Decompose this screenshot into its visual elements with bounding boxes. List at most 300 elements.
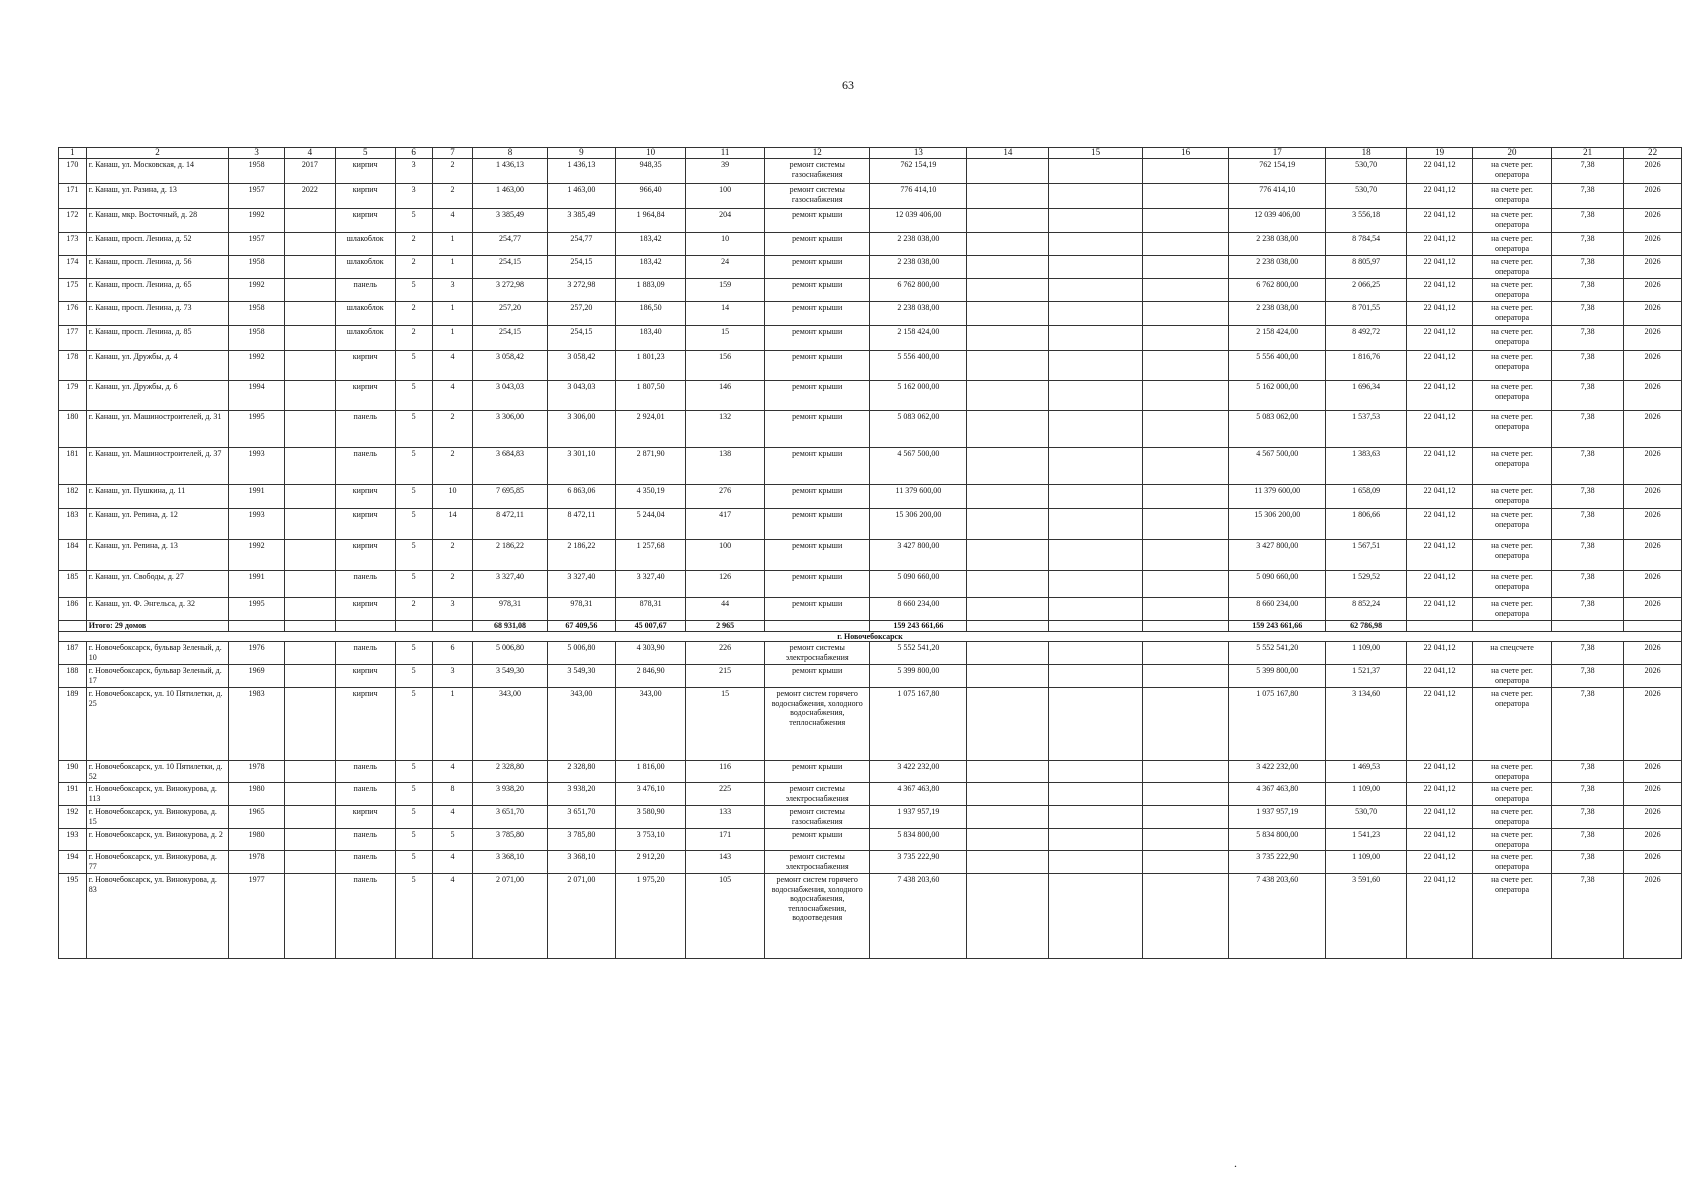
cell-planned-year: 2026 <box>1624 159 1682 184</box>
cell-year-renovated <box>284 851 335 874</box>
cell-col-15 <box>1049 509 1143 540</box>
cell-col-16 <box>1143 302 1229 326</box>
cell-address: г. Канаш, ул. Разина, д. 13 <box>86 184 229 209</box>
cell-funding-account: на счете рег. оператора <box>1473 184 1552 209</box>
cell-floors: 5 <box>395 642 432 665</box>
cell-year-built: 1992 <box>229 540 284 571</box>
cell-funding-account: на счете рег. оператора <box>1473 256 1552 279</box>
cell-col-16 <box>1143 326 1229 351</box>
cell-col-16 <box>1143 598 1229 621</box>
cell-cost-total: 5 552 541,20 <box>870 642 967 665</box>
cell-work-type: ремонт крыши <box>765 448 870 485</box>
column-number-18: 18 <box>1326 148 1407 159</box>
cell-work-type: ремонт систем горячего водоснабжения, холодного водоснабжения, теплоснабжения <box>765 688 870 761</box>
cell-col-15 <box>1049 485 1143 509</box>
cell-cost-repeat: 2 238 038,00 <box>1229 256 1326 279</box>
cell-entrances: 6 <box>432 642 472 665</box>
cell-row-number: 185 <box>59 571 87 598</box>
cell-year-built: 1993 <box>229 509 284 540</box>
column-number-20: 20 <box>1473 148 1552 159</box>
cell-empty <box>967 621 1049 632</box>
cell-area-residential: 878,31 <box>615 598 685 621</box>
table-row <box>59 256 1682 279</box>
cell-col-14 <box>967 326 1049 351</box>
cell-address: г. Канаш, ул. Машиностроителей, д. 37 <box>86 448 229 485</box>
cell-year-renovated <box>284 233 335 256</box>
cell-entrances: 2 <box>432 448 472 485</box>
cell-contribution-rate: 7,38 <box>1551 326 1623 351</box>
cell-col-15 <box>1049 411 1143 448</box>
cell-contribution-rate: 7,38 <box>1551 509 1623 540</box>
cell-total-area-residential: 45 007,67 <box>615 621 685 632</box>
cell-col-16 <box>1143 485 1229 509</box>
cell-entrances: 1 <box>432 688 472 761</box>
cell-col-16 <box>1143 233 1229 256</box>
cell-residents: 138 <box>686 448 765 485</box>
column-number-16: 16 <box>1143 148 1229 159</box>
cell-total-area: 68 931,08 <box>473 621 548 632</box>
cell-funding-account: на счете рег. оператора <box>1473 411 1552 448</box>
cell-total-area: 3 043,03 <box>473 381 548 411</box>
cell-area-dwellings: 3 043,03 <box>547 381 615 411</box>
cell-limit-cost: 22 041,12 <box>1407 688 1473 761</box>
cell-total-area: 3 327,40 <box>473 571 548 598</box>
cell-total-cost: 159 243 661,66 <box>870 621 967 632</box>
cell-address: г. Новочебоксарск, бульвар Зеленый, д. 10 <box>86 642 229 665</box>
cell-residents: 143 <box>686 851 765 874</box>
cell-col-14 <box>967 851 1049 874</box>
cell-planned-year: 2026 <box>1624 761 1682 783</box>
cell-address: г. Канаш, просп. Ленина, д. 56 <box>86 256 229 279</box>
cell-funding-account: на спецсчете <box>1473 642 1552 665</box>
cell-total-empty <box>59 621 87 632</box>
cell-cost-repeat: 5 090 660,00 <box>1229 571 1326 598</box>
cell-area-dwellings: 3 272,98 <box>547 279 615 302</box>
cell-contribution-rate: 7,38 <box>1551 351 1623 381</box>
cell-col-16 <box>1143 829 1229 851</box>
cell-contribution-rate: 7,38 <box>1551 381 1623 411</box>
register-table <box>58 147 1682 959</box>
cell-cost-repeat: 1 937 957,19 <box>1229 806 1326 829</box>
cell-empty <box>765 621 870 632</box>
cell-funding-account: на счете рег. оператора <box>1473 688 1552 761</box>
cell-total-area: 3 549,30 <box>473 665 548 688</box>
cell-col-15 <box>1049 209 1143 233</box>
cell-limit-cost: 22 041,12 <box>1407 159 1473 184</box>
cell-col-16 <box>1143 448 1229 485</box>
cell-limit-cost: 22 041,12 <box>1407 381 1473 411</box>
cell-residents: 39 <box>686 159 765 184</box>
cell-residents: 146 <box>686 381 765 411</box>
cell-cost-total: 762 154,19 <box>870 159 967 184</box>
cell-work-type: ремонт крыши <box>765 665 870 688</box>
cell-floors: 5 <box>395 540 432 571</box>
cell-wall-material: шлакоблок <box>335 256 395 279</box>
cell-limit-cost: 22 041,12 <box>1407 851 1473 874</box>
cell-year-built: 1994 <box>229 381 284 411</box>
cell-wall-material: кирпич <box>335 665 395 688</box>
cell-col-15 <box>1049 571 1143 598</box>
cell-area-dwellings: 5 006,80 <box>547 642 615 665</box>
table-body <box>59 159 1682 959</box>
cell-year-renovated <box>284 540 335 571</box>
cell-entrances: 3 <box>432 665 472 688</box>
cell-contribution-rate: 7,38 <box>1551 279 1623 302</box>
cell-floors: 5 <box>395 279 432 302</box>
cell-total-area: 2 328,80 <box>473 761 548 783</box>
cell-col-14 <box>967 783 1049 806</box>
table-row <box>59 783 1682 806</box>
cell-col-14 <box>967 411 1049 448</box>
cell-empty <box>1049 621 1143 632</box>
cell-floors: 5 <box>395 806 432 829</box>
cell-planned-year: 2026 <box>1624 326 1682 351</box>
cell-floors: 2 <box>395 233 432 256</box>
cell-area-dwellings: 3 306,00 <box>547 411 615 448</box>
cell-work-type: ремонт крыши <box>765 411 870 448</box>
cell-year-built: 1978 <box>229 851 284 874</box>
cell-limit-cost: 22 041,12 <box>1407 184 1473 209</box>
cell-entrances: 4 <box>432 351 472 381</box>
cell-area-residential: 3 476,10 <box>615 783 685 806</box>
cell-funding-account: на счете рег. оператора <box>1473 279 1552 302</box>
cell-year-renovated <box>284 783 335 806</box>
cell-limit-cost: 22 041,12 <box>1407 598 1473 621</box>
cell-total-area: 7 695,85 <box>473 485 548 509</box>
cell-area-residential: 1 964,84 <box>615 209 685 233</box>
cell-cost-repeat: 11 379 600,00 <box>1229 485 1326 509</box>
table-row <box>59 642 1682 665</box>
cell-area-residential: 1 883,09 <box>615 279 685 302</box>
cell-col-16 <box>1143 783 1229 806</box>
cell-funding-account: на счете рег. оператора <box>1473 302 1552 326</box>
cell-planned-year: 2026 <box>1624 351 1682 381</box>
cell-area-dwellings: 2 071,00 <box>547 874 615 959</box>
cell-year-built: 1957 <box>229 184 284 209</box>
cell-floors: 5 <box>395 783 432 806</box>
table-row <box>59 302 1682 326</box>
cell-cost-per-sqm: 3 591,60 <box>1326 874 1407 959</box>
cell-planned-year: 2026 <box>1624 851 1682 874</box>
cell-entrances: 2 <box>432 540 472 571</box>
cell-residents: 100 <box>686 540 765 571</box>
cell-cost-total: 3 427 800,00 <box>870 540 967 571</box>
column-number-1: 1 <box>59 148 87 159</box>
cell-floors: 5 <box>395 829 432 851</box>
cell-col-16 <box>1143 642 1229 665</box>
cell-col-15 <box>1049 448 1143 485</box>
cell-contribution-rate: 7,38 <box>1551 540 1623 571</box>
cell-year-renovated <box>284 326 335 351</box>
cell-wall-material: шлакоблок <box>335 302 395 326</box>
cell-row-number: 190 <box>59 761 87 783</box>
cell-year-built: 1992 <box>229 209 284 233</box>
cell-address: г. Канаш, ул. Дружбы, д. 6 <box>86 381 229 411</box>
cell-cost-per-sqm: 1 109,00 <box>1326 642 1407 665</box>
cell-empty <box>395 621 432 632</box>
cell-year-built: 1995 <box>229 598 284 621</box>
cell-planned-year: 2026 <box>1624 411 1682 448</box>
cell-year-renovated <box>284 665 335 688</box>
cell-col-14 <box>967 829 1049 851</box>
cell-cost-per-sqm: 2 066,25 <box>1326 279 1407 302</box>
cell-col-14 <box>967 485 1049 509</box>
cell-year-renovated <box>284 381 335 411</box>
cell-row-number: 172 <box>59 209 87 233</box>
cell-col-14 <box>967 159 1049 184</box>
cell-limit-cost: 22 041,12 <box>1407 233 1473 256</box>
cell-year-renovated <box>284 509 335 540</box>
cell-cost-per-sqm: 530,70 <box>1326 159 1407 184</box>
cell-year-renovated <box>284 485 335 509</box>
cell-work-type: ремонт крыши <box>765 351 870 381</box>
cell-col-15 <box>1049 761 1143 783</box>
page-number: 63 <box>842 78 854 92</box>
cell-wall-material: панель <box>335 761 395 783</box>
cell-col-14 <box>967 209 1049 233</box>
cell-total-area: 3 272,98 <box>473 279 548 302</box>
cell-year-built: 1957 <box>229 233 284 256</box>
cell-funding-account: на счете рег. оператора <box>1473 540 1552 571</box>
cell-limit-cost: 22 041,12 <box>1407 351 1473 381</box>
cell-empty <box>1407 621 1473 632</box>
cell-residents: 10 <box>686 233 765 256</box>
cell-planned-year: 2026 <box>1624 806 1682 829</box>
cell-contribution-rate: 7,38 <box>1551 448 1623 485</box>
cell-col-16 <box>1143 279 1229 302</box>
cell-area-dwellings: 257,20 <box>547 302 615 326</box>
cell-funding-account: на счете рег. оператора <box>1473 381 1552 411</box>
cell-address: г. Новочебоксарск, ул. 10 Пятилетки, д. 25 <box>86 688 229 761</box>
cell-col-15 <box>1049 381 1143 411</box>
cell-cost-total: 11 379 600,00 <box>870 485 967 509</box>
cell-residents: 14 <box>686 302 765 326</box>
cell-work-type: ремонт крыши <box>765 209 870 233</box>
cell-year-renovated <box>284 874 335 959</box>
cell-cost-per-sqm: 1 529,52 <box>1326 571 1407 598</box>
cell-total-area: 3 785,80 <box>473 829 548 851</box>
cell-floors: 5 <box>395 665 432 688</box>
cell-year-renovated <box>284 351 335 381</box>
cell-contribution-rate: 7,38 <box>1551 571 1623 598</box>
table-row <box>59 874 1682 959</box>
cell-total-area: 1 436,13 <box>473 159 548 184</box>
cell-area-residential: 343,00 <box>615 688 685 761</box>
cell-col-14 <box>967 509 1049 540</box>
cell-residents: 100 <box>686 184 765 209</box>
cell-address: г. Канаш, просп. Ленина, д. 73 <box>86 302 229 326</box>
cell-planned-year: 2026 <box>1624 783 1682 806</box>
cell-col-16 <box>1143 761 1229 783</box>
cell-address: г. Новочебоксарск, ул. Винокурова, д. 83 <box>86 874 229 959</box>
cell-area-residential: 3 753,10 <box>615 829 685 851</box>
column-number-4: 4 <box>284 148 335 159</box>
cell-col-14 <box>967 688 1049 761</box>
cell-area-dwellings: 3 651,70 <box>547 806 615 829</box>
cell-work-type: ремонт системы газоснабжения <box>765 184 870 209</box>
cell-area-residential: 1 975,20 <box>615 874 685 959</box>
cell-cost-repeat: 5 162 000,00 <box>1229 381 1326 411</box>
cell-cost-total: 2 238 038,00 <box>870 233 967 256</box>
cell-planned-year: 2026 <box>1624 184 1682 209</box>
cell-contribution-rate: 7,38 <box>1551 485 1623 509</box>
cell-col-16 <box>1143 851 1229 874</box>
cell-row-number: 194 <box>59 851 87 874</box>
cell-floors: 5 <box>395 509 432 540</box>
cell-cost-per-sqm: 8 805,97 <box>1326 256 1407 279</box>
cell-cost-total: 2 158 424,00 <box>870 326 967 351</box>
cell-cost-repeat: 12 039 406,00 <box>1229 209 1326 233</box>
cell-cost-repeat: 5 552 541,20 <box>1229 642 1326 665</box>
cell-area-residential: 3 327,40 <box>615 571 685 598</box>
column-number-5: 5 <box>335 148 395 159</box>
column-number-8: 8 <box>473 148 548 159</box>
cell-row-number: 171 <box>59 184 87 209</box>
cell-address: г. Канаш, просп. Ленина, д. 65 <box>86 279 229 302</box>
table-row <box>59 326 1682 351</box>
table-row <box>59 209 1682 233</box>
cell-col-14 <box>967 642 1049 665</box>
table-row <box>59 411 1682 448</box>
cell-work-type: ремонт крыши <box>765 829 870 851</box>
cell-funding-account: на счете рег. оператора <box>1473 806 1552 829</box>
cell-cost-total: 5 090 660,00 <box>870 571 967 598</box>
cell-entrances: 1 <box>432 326 472 351</box>
cell-limit-cost: 22 041,12 <box>1407 540 1473 571</box>
cell-floors: 2 <box>395 598 432 621</box>
cell-area-residential: 2 871,90 <box>615 448 685 485</box>
cell-cost-repeat: 5 556 400,00 <box>1229 351 1326 381</box>
cell-limit-cost: 22 041,12 <box>1407 783 1473 806</box>
cell-funding-account: на счете рег. оператора <box>1473 485 1552 509</box>
cell-row-number: 176 <box>59 302 87 326</box>
cell-year-renovated <box>284 256 335 279</box>
cell-col-16 <box>1143 256 1229 279</box>
cell-address: г. Канаш, ул. Ф. Энгельса, д. 32 <box>86 598 229 621</box>
cell-planned-year: 2026 <box>1624 874 1682 959</box>
cell-total-area: 5 006,80 <box>473 642 548 665</box>
cell-area-dwellings: 3 301,10 <box>547 448 615 485</box>
cell-residents: 171 <box>686 829 765 851</box>
cell-row-number: 188 <box>59 665 87 688</box>
cell-wall-material: панель <box>335 783 395 806</box>
column-number-12: 12 <box>765 148 870 159</box>
cell-entrances: 1 <box>432 302 472 326</box>
cell-row-number: 170 <box>59 159 87 184</box>
cell-col-14 <box>967 302 1049 326</box>
cell-residents: 132 <box>686 411 765 448</box>
cell-row-number: 180 <box>59 411 87 448</box>
cell-col-14 <box>967 540 1049 571</box>
cell-col-15 <box>1049 642 1143 665</box>
cell-address: г. Новочебоксарск, ул. Винокурова, д. 113 <box>86 783 229 806</box>
cell-col-16 <box>1143 381 1229 411</box>
cell-work-type: ремонт систем горячего водоснабжения, холодного водоснабжения, теплоснабжения, водоотведения <box>765 874 870 959</box>
cell-cost-repeat: 2 158 424,00 <box>1229 326 1326 351</box>
cell-cost-repeat: 762 154,19 <box>1229 159 1326 184</box>
cell-total-area: 8 472,11 <box>473 509 548 540</box>
cell-total-area: 3 385,49 <box>473 209 548 233</box>
table-row <box>59 688 1682 761</box>
cell-floors: 5 <box>395 209 432 233</box>
cell-row-number: 195 <box>59 874 87 959</box>
cell-wall-material: кирпич <box>335 381 395 411</box>
table-row <box>59 233 1682 256</box>
cell-contribution-rate: 7,38 <box>1551 184 1623 209</box>
cell-empty <box>1551 621 1623 632</box>
cell-entrances: 4 <box>432 851 472 874</box>
cell-col-14 <box>967 279 1049 302</box>
cell-address: г. Канаш, ул. Репина, д. 13 <box>86 540 229 571</box>
cell-col-15 <box>1049 302 1143 326</box>
table-row <box>59 485 1682 509</box>
cell-col-15 <box>1049 279 1143 302</box>
cell-funding-account: на счете рег. оператора <box>1473 571 1552 598</box>
cell-year-built: 1958 <box>229 326 284 351</box>
cell-cost-total: 2 238 038,00 <box>870 302 967 326</box>
cell-contribution-rate: 7,38 <box>1551 411 1623 448</box>
cell-wall-material: панель <box>335 411 395 448</box>
cell-planned-year: 2026 <box>1624 256 1682 279</box>
cell-limit-cost: 22 041,12 <box>1407 571 1473 598</box>
cell-work-type: ремонт крыши <box>765 761 870 783</box>
cell-area-dwellings: 1 463,00 <box>547 184 615 209</box>
cell-total-area: 3 306,00 <box>473 411 548 448</box>
cell-funding-account: на счете рег. оператора <box>1473 783 1552 806</box>
cell-address: г. Новочебоксарск, ул. Винокурова, д. 15 <box>86 806 229 829</box>
table-row <box>59 806 1682 829</box>
cell-total-area: 978,31 <box>473 598 548 621</box>
section-header-row <box>59 631 1682 642</box>
cell-work-type: ремонт крыши <box>765 279 870 302</box>
cell-area-residential: 966,40 <box>615 184 685 209</box>
column-number-17: 17 <box>1229 148 1326 159</box>
cell-year-built: 1991 <box>229 571 284 598</box>
cell-entrances: 4 <box>432 209 472 233</box>
cell-cost-repeat: 6 762 800,00 <box>1229 279 1326 302</box>
cell-row-number: 177 <box>59 326 87 351</box>
cell-entrances: 5 <box>432 829 472 851</box>
cell-limit-cost: 22 041,12 <box>1407 256 1473 279</box>
cell-col-14 <box>967 665 1049 688</box>
cell-year-renovated <box>284 571 335 598</box>
cell-year-built: 1993 <box>229 448 284 485</box>
cell-year-renovated <box>284 448 335 485</box>
cell-cost-repeat: 1 075 167,80 <box>1229 688 1326 761</box>
cell-total-area: 3 058,42 <box>473 351 548 381</box>
cell-cost-total: 12 039 406,00 <box>870 209 967 233</box>
cell-planned-year: 2026 <box>1624 209 1682 233</box>
cell-cost-total: 8 660 234,00 <box>870 598 967 621</box>
cell-area-residential: 1 816,00 <box>615 761 685 783</box>
cell-total-area: 3 938,20 <box>473 783 548 806</box>
column-number-15: 15 <box>1049 148 1143 159</box>
cell-area-residential: 183,40 <box>615 326 685 351</box>
cell-area-dwellings: 2 186,22 <box>547 540 615 571</box>
cell-residents: 133 <box>686 806 765 829</box>
cell-floors: 2 <box>395 302 432 326</box>
cell-wall-material: панель <box>335 851 395 874</box>
cell-address: г. Новочебоксарск, ул. Винокурова, д. 2 <box>86 829 229 851</box>
cell-year-renovated <box>284 761 335 783</box>
cell-cost-per-sqm: 1 109,00 <box>1326 783 1407 806</box>
cell-cost-total: 5 556 400,00 <box>870 351 967 381</box>
cell-total-area: 2 186,22 <box>473 540 548 571</box>
cell-col-14 <box>967 874 1049 959</box>
cell-cost-per-sqm: 3 134,60 <box>1326 688 1407 761</box>
cell-area-dwellings: 254,15 <box>547 326 615 351</box>
cell-area-residential: 1 257,68 <box>615 540 685 571</box>
